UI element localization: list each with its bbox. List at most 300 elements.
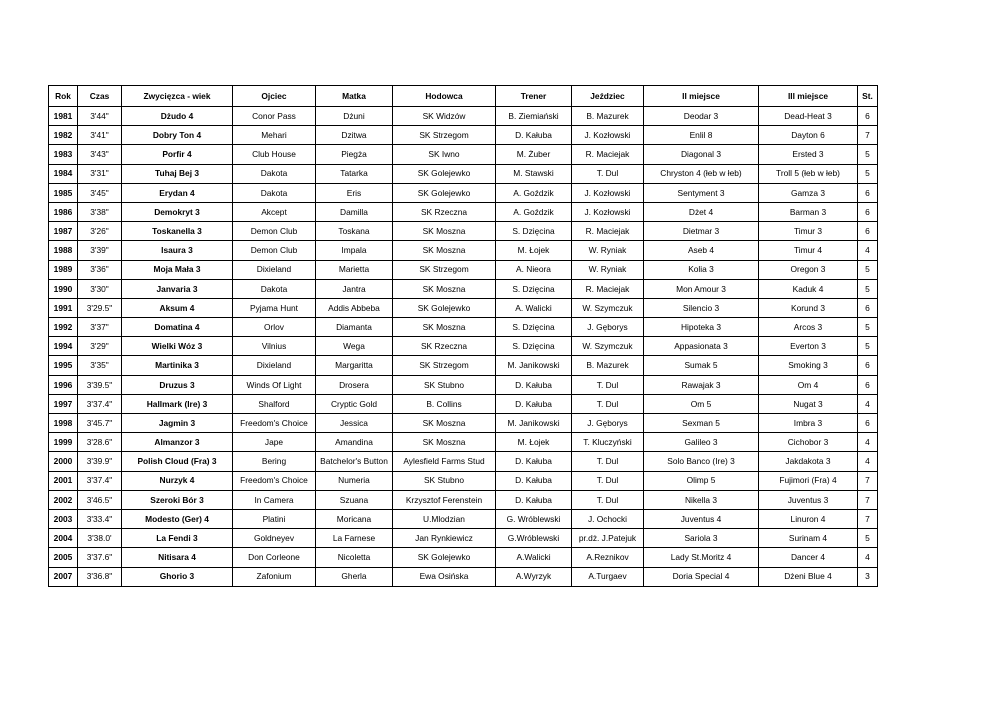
cell-zwyciezca: Dżudo 4: [122, 107, 233, 126]
cell-hodowca: SK Moszna: [393, 433, 496, 452]
cell-zwyciezca: Dobry Ton 4: [122, 126, 233, 145]
cell-matka: Impala: [316, 241, 393, 260]
cell-rok: 1991: [49, 298, 78, 317]
cell-matka: Dzitwa: [316, 126, 393, 145]
cell-matka: Amandina: [316, 433, 393, 452]
cell-ii-miejsce: Rawajak 3: [644, 375, 759, 394]
cell-trener: B. Ziemiański: [496, 107, 572, 126]
cell-matka: Batchelor's Button: [316, 452, 393, 471]
cell-rok: 2001: [49, 471, 78, 490]
cell-jezdziec: R. Maciejak: [572, 222, 644, 241]
cell-ii-miejsce: Deodar 3: [644, 107, 759, 126]
cell-zwyciezca: Janvaria 3: [122, 279, 233, 298]
cell-starters: 5: [858, 279, 878, 298]
header-ii-miejsce: II miejsce: [644, 86, 759, 107]
header-row: [49, 86, 878, 107]
table-row: [49, 471, 878, 490]
cell-rok: 2007: [49, 567, 78, 586]
cell-trener: M. Janikowski: [496, 414, 572, 433]
cell-trener: M. Łojek: [496, 241, 572, 260]
cell-hodowca: SK Strzegom: [393, 126, 496, 145]
table-row: [49, 279, 878, 298]
cell-starters: 4: [858, 241, 878, 260]
cell-czas: 3'46.5": [78, 490, 122, 509]
cell-matka: Numeria: [316, 471, 393, 490]
cell-rok: 1989: [49, 260, 78, 279]
cell-starters: 4: [858, 452, 878, 471]
cell-ojciec: Winds Of Light: [233, 375, 316, 394]
header-trener: Trener: [496, 86, 572, 107]
cell-czas: 3'26": [78, 222, 122, 241]
cell-jezdziec: pr.dż. J.Patejuk: [572, 529, 644, 548]
cell-iii-miejsce: Kaduk 4: [759, 279, 858, 298]
cell-czas: 3'35": [78, 356, 122, 375]
cell-hodowca: SK Iwno: [393, 145, 496, 164]
cell-ojciec: Jape: [233, 433, 316, 452]
cell-ojciec: Zafonium: [233, 567, 316, 586]
table-row: [49, 318, 878, 337]
cell-rok: 1997: [49, 394, 78, 413]
cell-iii-miejsce: Fujimori (Fra) 4: [759, 471, 858, 490]
cell-czas: 3'33.4": [78, 509, 122, 528]
cell-hodowca: SK Golejewko: [393, 183, 496, 202]
cell-matka: Diamanta: [316, 318, 393, 337]
cell-hodowca: SK Moszna: [393, 222, 496, 241]
cell-iii-miejsce: Arcos 3: [759, 318, 858, 337]
cell-hodowca: SK Stubno: [393, 471, 496, 490]
cell-trener: S. Dzięcina: [496, 337, 572, 356]
table-row: [49, 241, 878, 260]
table-row: [49, 394, 878, 413]
cell-trener: S. Dzięcina: [496, 222, 572, 241]
cell-starters: 6: [858, 414, 878, 433]
table-row: [49, 567, 878, 586]
cell-ojciec: Dixieland: [233, 260, 316, 279]
cell-rok: 2003: [49, 509, 78, 528]
cell-jezdziec: W. Ryniak: [572, 260, 644, 279]
table-row: [49, 490, 878, 509]
cell-ojciec: Platini: [233, 509, 316, 528]
cell-matka: Eris: [316, 183, 393, 202]
cell-hodowca: SK Moszna: [393, 414, 496, 433]
cell-matka: Szuana: [316, 490, 393, 509]
cell-matka: Nicoletta: [316, 548, 393, 567]
cell-matka: Toskana: [316, 222, 393, 241]
header-starters: St.: [858, 86, 878, 107]
table-row: [49, 298, 878, 317]
cell-zwyciezca: Porfir 4: [122, 145, 233, 164]
cell-zwyciezca: Toskanella 3: [122, 222, 233, 241]
cell-matka: Tatarka: [316, 164, 393, 183]
header-jezdziec: Jeździec: [572, 86, 644, 107]
header-zwyciezca: Zwycięzca - wiek: [122, 86, 233, 107]
table-row: [49, 337, 878, 356]
header-ojciec: Ojciec: [233, 86, 316, 107]
cell-czas: 3'31": [78, 164, 122, 183]
cell-zwyciezca: Modesto (Ger) 4: [122, 509, 233, 528]
table-row: [49, 414, 878, 433]
cell-iii-miejsce: Dżeni Blue 4: [759, 567, 858, 586]
header-rok: Rok: [49, 86, 78, 107]
cell-jezdziec: J. Ochocki: [572, 509, 644, 528]
cell-trener: D. Kałuba: [496, 452, 572, 471]
cell-ii-miejsce: Sentyment 3: [644, 183, 759, 202]
cell-czas: 3'29.5": [78, 298, 122, 317]
cell-hodowca: U.Mlodzian: [393, 509, 496, 528]
cell-iii-miejsce: Ersted 3: [759, 145, 858, 164]
cell-czas: 3'37": [78, 318, 122, 337]
cell-iii-miejsce: Oregon 3: [759, 260, 858, 279]
cell-ii-miejsce: Aseb 4: [644, 241, 759, 260]
cell-czas: 3'44": [78, 107, 122, 126]
cell-starters: 5: [858, 164, 878, 183]
cell-zwyciezca: Almanzor 3: [122, 433, 233, 452]
cell-ojciec: Shalford: [233, 394, 316, 413]
cell-iii-miejsce: Smoking 3: [759, 356, 858, 375]
cell-rok: 1994: [49, 337, 78, 356]
cell-zwyciezca: Wielki Wóz 3: [122, 337, 233, 356]
cell-czas: 3'45": [78, 183, 122, 202]
cell-iii-miejsce: Juventus 3: [759, 490, 858, 509]
cell-hodowca: SK Stubno: [393, 375, 496, 394]
cell-zwyciezca: Nurzyk 4: [122, 471, 233, 490]
table-row: [49, 202, 878, 221]
cell-starters: 5: [858, 318, 878, 337]
cell-zwyciezca: Ghorio 3: [122, 567, 233, 586]
cell-ii-miejsce: Sumak 5: [644, 356, 759, 375]
cell-ii-miejsce: Diagonal 3: [644, 145, 759, 164]
cell-hodowca: SK Golejewko: [393, 548, 496, 567]
cell-ii-miejsce: Dietmar 3: [644, 222, 759, 241]
cell-ii-miejsce: Sexman 5: [644, 414, 759, 433]
cell-iii-miejsce: Cichobor 3: [759, 433, 858, 452]
cell-starters: 7: [858, 471, 878, 490]
cell-zwyciezca: Moja Mała 3: [122, 260, 233, 279]
table-body: [49, 107, 878, 587]
cell-jezdziec: A.Turgaev: [572, 567, 644, 586]
cell-hodowca: Jan Rynkiewicz: [393, 529, 496, 548]
cell-starters: 5: [858, 145, 878, 164]
cell-ii-miejsce: Doria Special 4: [644, 567, 759, 586]
table-row: [49, 260, 878, 279]
cell-iii-miejsce: Timur 3: [759, 222, 858, 241]
cell-rok: 1996: [49, 375, 78, 394]
cell-starters: 4: [858, 548, 878, 567]
cell-hodowca: Krzysztof Ferenstein: [393, 490, 496, 509]
cell-iii-miejsce: Troll 5 (łeb w łeb): [759, 164, 858, 183]
cell-jezdziec: T. Kluczyński: [572, 433, 644, 452]
cell-ii-miejsce: Lady St.Moritz 4: [644, 548, 759, 567]
cell-starters: 6: [858, 107, 878, 126]
cell-hodowca: SK Moszna: [393, 318, 496, 337]
cell-jezdziec: J. Gęborys: [572, 414, 644, 433]
cell-czas: 3'38": [78, 202, 122, 221]
cell-ojciec: Dakota: [233, 183, 316, 202]
table-row: [49, 529, 878, 548]
cell-hodowca: Ewa Osińska: [393, 567, 496, 586]
cell-jezdziec: R. Maciejak: [572, 145, 644, 164]
cell-czas: 3'37.4": [78, 394, 122, 413]
cell-ojciec: Don Corleone: [233, 548, 316, 567]
cell-starters: 5: [858, 260, 878, 279]
cell-czas: 3'43": [78, 145, 122, 164]
cell-zwyciezca: Tuhaj Bej 3: [122, 164, 233, 183]
cell-ii-miejsce: Nikella 3: [644, 490, 759, 509]
cell-hodowca: SK Golejewko: [393, 298, 496, 317]
cell-rok: 2002: [49, 490, 78, 509]
cell-matka: Jantra: [316, 279, 393, 298]
cell-matka: Addis Abbeba: [316, 298, 393, 317]
cell-rok: 1982: [49, 126, 78, 145]
cell-jezdziec: J. Kozłowski: [572, 202, 644, 221]
cell-trener: M. Janikowski: [496, 356, 572, 375]
cell-matka: Margaritta: [316, 356, 393, 375]
cell-hodowca: SK Rzeczna: [393, 202, 496, 221]
cell-matka: Drosera: [316, 375, 393, 394]
cell-zwyciezca: Polish Cloud (Fra) 3: [122, 452, 233, 471]
table-row: [49, 222, 878, 241]
cell-starters: 6: [858, 183, 878, 202]
cell-iii-miejsce: Nugat 3: [759, 394, 858, 413]
cell-iii-miejsce: Om 4: [759, 375, 858, 394]
cell-trener: A.Wyrzyk: [496, 567, 572, 586]
cell-matka: Marietta: [316, 260, 393, 279]
cell-ojciec: Conor Pass: [233, 107, 316, 126]
cell-trener: D. Kałuba: [496, 471, 572, 490]
cell-iii-miejsce: Korund 3: [759, 298, 858, 317]
cell-zwyciezca: Aksum 4: [122, 298, 233, 317]
cell-ojciec: Freedom's Choice: [233, 471, 316, 490]
cell-czas: 3'39.9": [78, 452, 122, 471]
cell-trener: D. Kałuba: [496, 375, 572, 394]
cell-trener: M. Żuber: [496, 145, 572, 164]
cell-czas: 3'39.5": [78, 375, 122, 394]
cell-trener: A. Goździk: [496, 183, 572, 202]
table-row: [49, 509, 878, 528]
cell-ii-miejsce: Chryston 4 (łeb w łeb): [644, 164, 759, 183]
cell-zwyciezca: Hallmark (Ire) 3: [122, 394, 233, 413]
cell-iii-miejsce: Barman 3: [759, 202, 858, 221]
cell-ii-miejsce: Dżet 4: [644, 202, 759, 221]
cell-ii-miejsce: Sariola 3: [644, 529, 759, 548]
cell-ojciec: Bering: [233, 452, 316, 471]
cell-czas: 3'38.0': [78, 529, 122, 548]
header-hodowca: Hodowca: [393, 86, 496, 107]
cell-ii-miejsce: Mon Amour 3: [644, 279, 759, 298]
cell-matka: La Farnese: [316, 529, 393, 548]
cell-zwyciezca: Isaura 3: [122, 241, 233, 260]
cell-starters: 7: [858, 509, 878, 528]
cell-ojciec: Demon Club: [233, 222, 316, 241]
cell-jezdziec: B. Mazurek: [572, 356, 644, 375]
cell-jezdziec: J. Kozłowski: [572, 183, 644, 202]
cell-rok: 1984: [49, 164, 78, 183]
cell-zwyciezca: Szeroki Bór 3: [122, 490, 233, 509]
cell-matka: Dżuni: [316, 107, 393, 126]
cell-rok: 2000: [49, 452, 78, 471]
cell-ojciec: Orlov: [233, 318, 316, 337]
cell-ojciec: Pyjama Hunt: [233, 298, 316, 317]
cell-starters: 4: [858, 433, 878, 452]
cell-rok: 1999: [49, 433, 78, 452]
cell-ii-miejsce: Kolia 3: [644, 260, 759, 279]
cell-trener: G. Wróblewski: [496, 509, 572, 528]
cell-rok: 1986: [49, 202, 78, 221]
cell-rok: 1990: [49, 279, 78, 298]
cell-zwyciezca: Demokryt 3: [122, 202, 233, 221]
cell-rok: 1985: [49, 183, 78, 202]
cell-hodowca: SK Widzów: [393, 107, 496, 126]
cell-czas: 3'30": [78, 279, 122, 298]
cell-trener: M. Stawski: [496, 164, 572, 183]
table-row: [49, 452, 878, 471]
cell-iii-miejsce: Gamza 3: [759, 183, 858, 202]
cell-iii-miejsce: Imbra 3: [759, 414, 858, 433]
cell-trener: D. Kałuba: [496, 394, 572, 413]
cell-jezdziec: W. Szymczuk: [572, 298, 644, 317]
cell-zwyciezca: La Fendi 3: [122, 529, 233, 548]
cell-matka: Jessica: [316, 414, 393, 433]
cell-hodowca: SK Strzegom: [393, 260, 496, 279]
cell-trener: S. Dzięcina: [496, 279, 572, 298]
cell-matka: Gherla: [316, 567, 393, 586]
cell-ii-miejsce: Juventus 4: [644, 509, 759, 528]
cell-iii-miejsce: Timur 4: [759, 241, 858, 260]
cell-trener: G.Wróblewski: [496, 529, 572, 548]
cell-trener: S. Dzięcina: [496, 318, 572, 337]
cell-czas: 3'28.6": [78, 433, 122, 452]
cell-jezdziec: R. Maciejak: [572, 279, 644, 298]
cell-jezdziec: T. Dul: [572, 490, 644, 509]
cell-iii-miejsce: Linuron 4: [759, 509, 858, 528]
cell-czas: 3'37.6": [78, 548, 122, 567]
header-czas: Czas: [78, 86, 122, 107]
cell-iii-miejsce: Everton 3: [759, 337, 858, 356]
header-iii-miejsce: III miejsce: [759, 86, 858, 107]
cell-trener: A.Walicki: [496, 548, 572, 567]
cell-zwyciezca: Domatina 4: [122, 318, 233, 337]
cell-ojciec: Goldneyev: [233, 529, 316, 548]
header-matka: Matka: [316, 86, 393, 107]
results-sheet: [48, 85, 878, 587]
cell-zwyciezca: Martinika 3: [122, 356, 233, 375]
cell-ii-miejsce: Silencio 3: [644, 298, 759, 317]
cell-ojciec: Mehari: [233, 126, 316, 145]
cell-iii-miejsce: Surinam 4: [759, 529, 858, 548]
cell-czas: 3'39": [78, 241, 122, 260]
table-row: [49, 183, 878, 202]
cell-jezdziec: T. Dul: [572, 452, 644, 471]
cell-starters: 5: [858, 337, 878, 356]
cell-ojciec: Akcept: [233, 202, 316, 221]
cell-rok: 1981: [49, 107, 78, 126]
cell-iii-miejsce: Dead-Heat 3: [759, 107, 858, 126]
cell-ii-miejsce: Hipoteka 3: [644, 318, 759, 337]
cell-matka: Piegża: [316, 145, 393, 164]
cell-zwyciezca: Jagmin 3: [122, 414, 233, 433]
cell-jezdziec: A.Reznikov: [572, 548, 644, 567]
cell-ii-miejsce: Appasionata 3: [644, 337, 759, 356]
table-row: [49, 356, 878, 375]
cell-starters: 7: [858, 490, 878, 509]
cell-jezdziec: T. Dul: [572, 471, 644, 490]
cell-hodowca: SK Strzegom: [393, 356, 496, 375]
cell-iii-miejsce: Dayton 6: [759, 126, 858, 145]
cell-zwyciezca: Nitisara 4: [122, 548, 233, 567]
cell-rok: 1998: [49, 414, 78, 433]
cell-rok: 1992: [49, 318, 78, 337]
cell-ii-miejsce: Galileo 3: [644, 433, 759, 452]
cell-czas: 3'45.7": [78, 414, 122, 433]
cell-czas: 3'41": [78, 126, 122, 145]
cell-ojciec: Dakota: [233, 164, 316, 183]
cell-czas: 3'36.8": [78, 567, 122, 586]
cell-matka: Damilla: [316, 202, 393, 221]
cell-starters: 6: [858, 298, 878, 317]
cell-starters: 6: [858, 202, 878, 221]
cell-jezdziec: W. Ryniak: [572, 241, 644, 260]
cell-jezdziec: T. Dul: [572, 164, 644, 183]
cell-starters: 5: [858, 529, 878, 548]
table-row: [49, 548, 878, 567]
cell-trener: D. Kałuba: [496, 490, 572, 509]
cell-ii-miejsce: Om 5: [644, 394, 759, 413]
cell-trener: D. Kałuba: [496, 126, 572, 145]
cell-trener: A. Goździk: [496, 202, 572, 221]
cell-zwyciezca: Druzus 3: [122, 375, 233, 394]
cell-rok: 1988: [49, 241, 78, 260]
cell-ii-miejsce: Enlil 8: [644, 126, 759, 145]
cell-ii-miejsce: Olimp 5: [644, 471, 759, 490]
cell-matka: Wega: [316, 337, 393, 356]
table-row: [49, 375, 878, 394]
cell-hodowca: SK Moszna: [393, 241, 496, 260]
cell-trener: A. Walicki: [496, 298, 572, 317]
cell-rok: 1995: [49, 356, 78, 375]
cell-jezdziec: B. Mazurek: [572, 107, 644, 126]
cell-ojciec: Vilnius: [233, 337, 316, 356]
cell-czas: 3'29": [78, 337, 122, 356]
cell-ojciec: Dixieland: [233, 356, 316, 375]
cell-jezdziec: W. Szymczuk: [572, 337, 644, 356]
cell-starters: 4: [858, 394, 878, 413]
cell-iii-miejsce: Dancer 4: [759, 548, 858, 567]
cell-iii-miejsce: Jakdakota 3: [759, 452, 858, 471]
table-row: [49, 433, 878, 452]
cell-hodowca: B. Collins: [393, 394, 496, 413]
cell-jezdziec: T. Dul: [572, 394, 644, 413]
cell-jezdziec: J. Kozłowski: [572, 126, 644, 145]
cell-rok: 1987: [49, 222, 78, 241]
cell-czas: 3'37.4": [78, 471, 122, 490]
cell-jezdziec: T. Dul: [572, 375, 644, 394]
cell-ojciec: Freedom's Choice: [233, 414, 316, 433]
cell-matka: Cryptic Gold: [316, 394, 393, 413]
cell-starters: 6: [858, 222, 878, 241]
table-row: [49, 145, 878, 164]
cell-trener: A. Nieora: [496, 260, 572, 279]
cell-trener: M. Łojek: [496, 433, 572, 452]
cell-ii-miejsce: Solo Banco (Ire) 3: [644, 452, 759, 471]
results-table: [48, 85, 878, 587]
table-row: [49, 126, 878, 145]
cell-hodowca: SK Rzeczna: [393, 337, 496, 356]
cell-starters: 7: [858, 126, 878, 145]
cell-rok: 2004: [49, 529, 78, 548]
cell-ojciec: Dakota: [233, 279, 316, 298]
cell-zwyciezca: Erydan 4: [122, 183, 233, 202]
cell-hodowca: SK Moszna: [393, 279, 496, 298]
